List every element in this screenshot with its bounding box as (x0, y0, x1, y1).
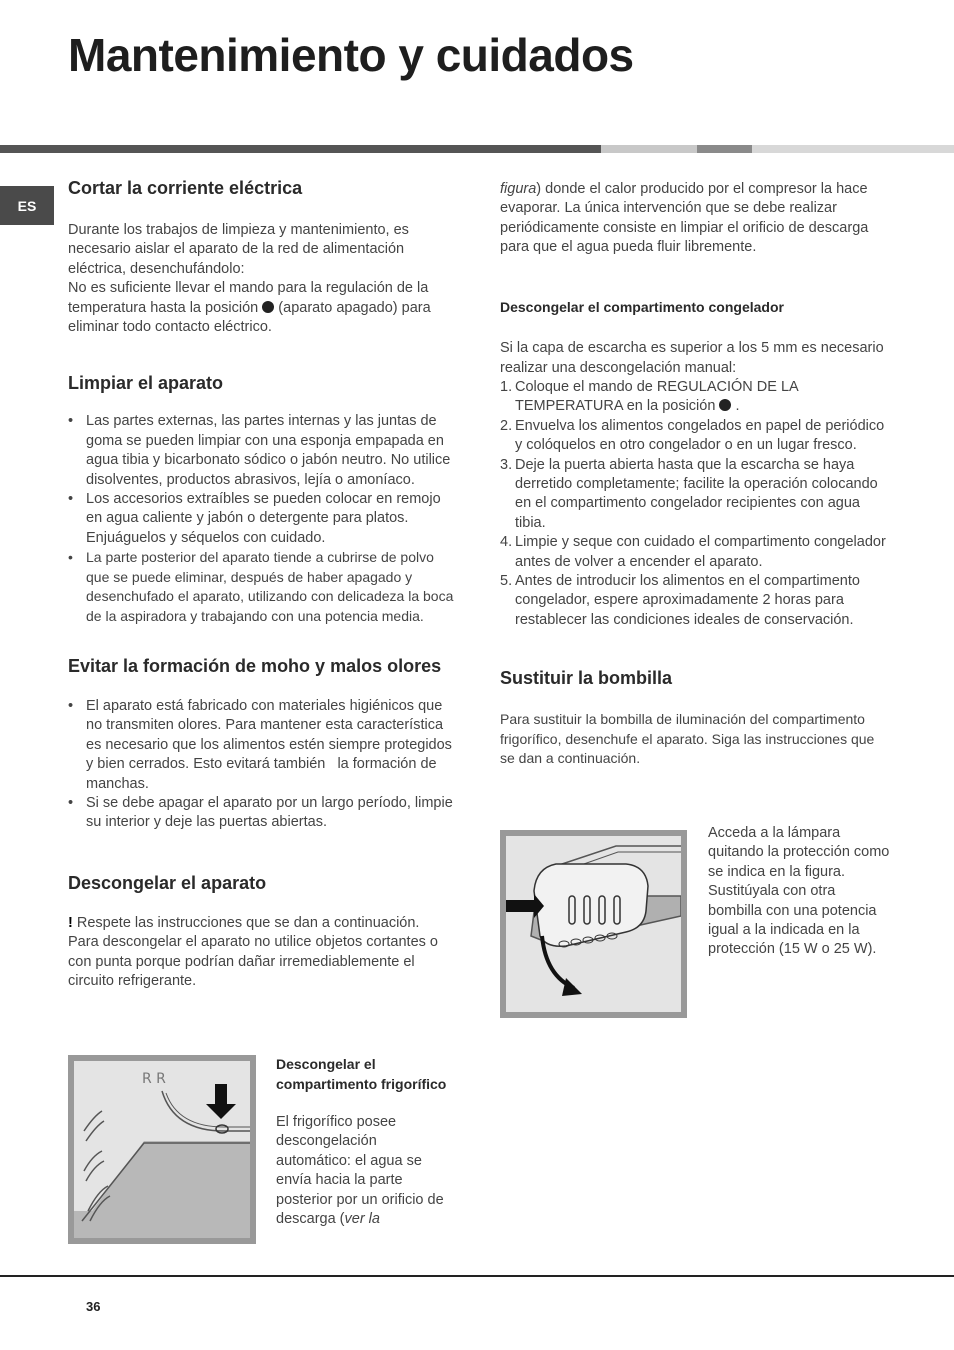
step-number: 4. (500, 534, 513, 551)
footer-rule (0, 1275, 954, 1277)
continuation-text: ) donde el calor producido por el compresor la hace evaporar. La única intervención que se debe realizar periódicamente consiste en limpiar el orificio de descarga para que el agua pueda fluir libremente. (500, 181, 869, 256)
step-number: 1. (500, 378, 513, 395)
fridge-defrost-heading: Descongelar el compartimento frigorífico (276, 1056, 447, 1092)
step-end: . (735, 398, 740, 415)
list-item (500, 572, 890, 630)
step-number: 5. (500, 573, 513, 589)
list-item: • La parte posterior del aparato tiende a cubrirse de polvo que se puede eliminar, después de haber apagado y desenchufado el aparato, utilizando con delicadeza la boca de la aspiradora y trabajando con una potencia media. (68, 548, 454, 626)
clean-list (68, 412, 454, 625)
step-number: 2. (500, 417, 513, 434)
header-bar-mid (697, 145, 752, 153)
fridge-drain-illustration (74, 1061, 250, 1238)
list-item (500, 456, 890, 534)
section-heading-clean: Limpiar el aparato (68, 373, 224, 394)
off-position-icon (719, 399, 731, 411)
language-tab: ES (0, 186, 54, 225)
page-number: 36 (86, 1299, 101, 1314)
fridge-defrost-note (276, 1055, 454, 1229)
step-text: Envuelva los alimentos congelados en papel de periódico y colóquelos en otro congelador o en un lugar fresco. (515, 417, 885, 454)
freezer-intro: Si la capa de escarcha es superior a los 5 mm es necesario realizar una descongelación manual: (500, 340, 884, 376)
bulb-instructions: Acceda a la lámpara quitando la protección como se indica en la figura. Sustitúyala con otra bombilla con una potencia igual a la indicada en la protección (15 W o 25 W). (708, 825, 890, 958)
section-heading-bulb: Sustituir la bombilla (500, 668, 673, 689)
section-heading-defrost: Descongelar el aparato (68, 872, 267, 893)
section-heading-power: Cortar la corriente eléctrica (68, 178, 303, 198)
bulb-cover-figure (500, 830, 687, 1018)
warning-icon: ! (68, 914, 73, 931)
list-item: • Si se debe apagar el aparato por un largo período, limpie su interior y deje las puertas abiertas. (68, 794, 454, 833)
step-text: Deje la puerta abierta hasta que la escarcha se haya derretido completamente; facilite la operación colocando en el compartimento congelador recipientes con agua tibia. (515, 456, 878, 531)
bulb-cover-illustration (506, 836, 681, 1012)
freezer-steps (500, 378, 890, 630)
continuation-paragraph (500, 180, 890, 258)
right-column (500, 180, 890, 768)
page-title: Mantenimiento y cuidados (68, 29, 634, 81)
fridge-defrost-text (276, 1113, 454, 1229)
step-text: Limpie y seque con cuidado el compartimento congelador antes de volver a encender el aparato. (515, 534, 886, 570)
list-item (500, 378, 890, 417)
continuation-italic: figura (500, 181, 537, 197)
list-item (500, 533, 890, 572)
list-item: • El aparato está fabricado con materiales higiénicos que no transmiten olores. Para mantener esta característica es necesario que los alimentos estén siempre protegidos y bien cerrados. Esto evitará también la formación de manchas. (68, 697, 454, 794)
off-position-icon (262, 301, 274, 313)
power-paragraph-2 (68, 279, 454, 337)
list-item: • Los accesorios extraíbles se pueden colocar en remojo en agua caliente y jabón o detergente para platos. Enjuáguelos y séquelos con cuidado. (68, 490, 454, 548)
defrost-text: Respete las instrucciones que se dan a continuación. Para descongelar el aparato no utilice objetos cortantes o con punta porque podrían dañar irremediablemente el circuito refrigerante. (68, 914, 438, 989)
step-number: 3. (500, 456, 513, 473)
step-text: Antes de introducir los alimentos en el compartimento congelador, espere aproximadamente 2 horas para restablecer las condiciones ideales de conservación. (515, 573, 860, 628)
power-text-b: (aparato apagado) para eliminar todo contacto eléctrico. (68, 299, 431, 336)
defrost-paragraph (68, 914, 454, 992)
left-column (68, 178, 454, 991)
header-bar-end (752, 145, 954, 153)
power-paragraph-1: Durante los trabajos de limpieza y mantenimiento, es necesario aislar el aparato de la red de alimentación eléctrica, desenchufándolo: (68, 222, 409, 277)
section-heading-mold: Evitar la formación de moho y malos olores (68, 655, 442, 676)
svg-text:R R: R R (142, 1071, 166, 1087)
header-bar-light (601, 145, 697, 153)
freezer-defrost-heading: Descongelar el compartimento congelador (500, 298, 784, 315)
fridge-drain-figure (68, 1055, 256, 1244)
bulb-intro: Para sustituir la bombilla de iluminación del compartimento frigorífico, desenchufe el aparato. Siga las instrucciones que se dan a continuación. (500, 711, 875, 767)
fridge-defrost-body: El frigorífico posee descongelación automático: el agua se envía hacia la parte posterior por un orificio de descarga ( (276, 1114, 444, 1228)
step-text: Coloque el mando de REGULACIÓN DE LA TEMPERATURA en la posición (515, 378, 798, 415)
power-text-a: No es suficiente llevar el mando para la regulación de la temperatura hasta la posición (68, 280, 429, 316)
mold-list (68, 697, 454, 833)
list-item: • Las partes externas, las partes internas y las juntas de goma se pueden limpiar con una esponja empapada en agua tibia y bicarbonato sódico o jabón neutro. No utilice disolventes, productos abrasivos, lejía o amoníaco. (68, 412, 454, 490)
header-bar-dark (0, 145, 601, 153)
fridge-defrost-italic: ver la (344, 1211, 380, 1228)
list-item (500, 417, 890, 456)
